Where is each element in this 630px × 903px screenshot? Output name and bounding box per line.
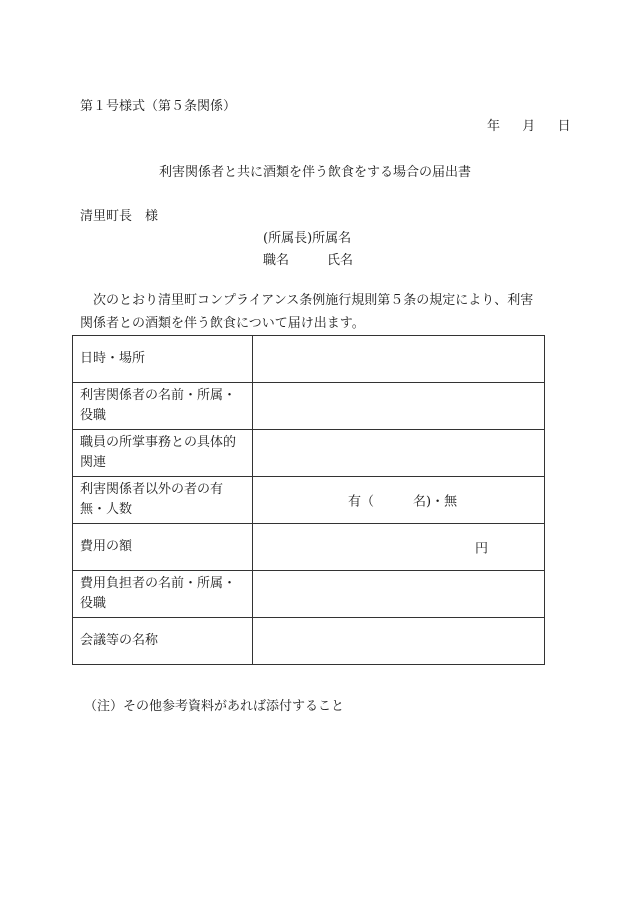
row-label-duty-relation: 職員の所掌事務との具体的 関連 [73, 430, 253, 477]
row-value-other-attendees[interactable] [253, 477, 545, 524]
row-label-meeting-name: 会議等の名称 [73, 618, 253, 665]
row-value-payer-info[interactable] [253, 571, 545, 618]
row-label-stakeholder-info: 利害関係者の名前・所属・ 役職 [73, 383, 253, 430]
body-line-2: 関係者との酒類を伴う飲食について届け出ます。 [80, 316, 365, 331]
body-line-1: 次のとおり清里町コンプライアンス条例施行規則第５条の規定により、利害 [93, 293, 534, 308]
table-row [73, 477, 545, 524]
table-row [73, 430, 545, 477]
table-row [73, 618, 545, 665]
row-value-meeting-name[interactable] [253, 618, 545, 665]
form-number: 第１号様式（第５条関係） [80, 99, 237, 114]
body-text [80, 289, 550, 335]
department-label: (所属長)所属名 [263, 231, 352, 246]
attendees-yes-no-text: 有（ 名)・無 [348, 494, 458, 510]
row-label-cost: 費用の額 [73, 524, 253, 571]
addressee: 清里町長 様 [80, 209, 159, 224]
table-row [73, 571, 545, 618]
date-month: 月 [522, 119, 536, 134]
row-value-duty-relation[interactable] [253, 430, 545, 477]
note-text: （注）その他参考資料があれば添付すること [84, 699, 345, 714]
row-value-stakeholder-info[interactable] [253, 383, 545, 430]
row-label-payer-info: 費用負担者の名前・所属・ 役職 [73, 571, 253, 618]
row-value-datetime-place[interactable] [253, 336, 545, 383]
report-table [72, 335, 545, 665]
table-row [73, 336, 545, 383]
row-label-other-attendees: 利害関係者以外の者の有 無・人数 [73, 477, 253, 524]
name-label: 氏名 [327, 253, 354, 268]
row-value-cost[interactable] [253, 524, 545, 571]
date-line [487, 115, 571, 134]
table-row [73, 383, 545, 430]
date-day: 日 [557, 119, 571, 134]
cost-yen-unit: 円 [475, 541, 489, 557]
job-title-label: 職名 [263, 253, 290, 268]
table-row [73, 524, 545, 571]
date-year: 年 [487, 119, 501, 134]
document-title: 利害関係者と共に酒類を伴う飲食をする場合の届出書 [158, 165, 471, 180]
row-label-datetime-place: 日時・場所 [73, 336, 253, 383]
